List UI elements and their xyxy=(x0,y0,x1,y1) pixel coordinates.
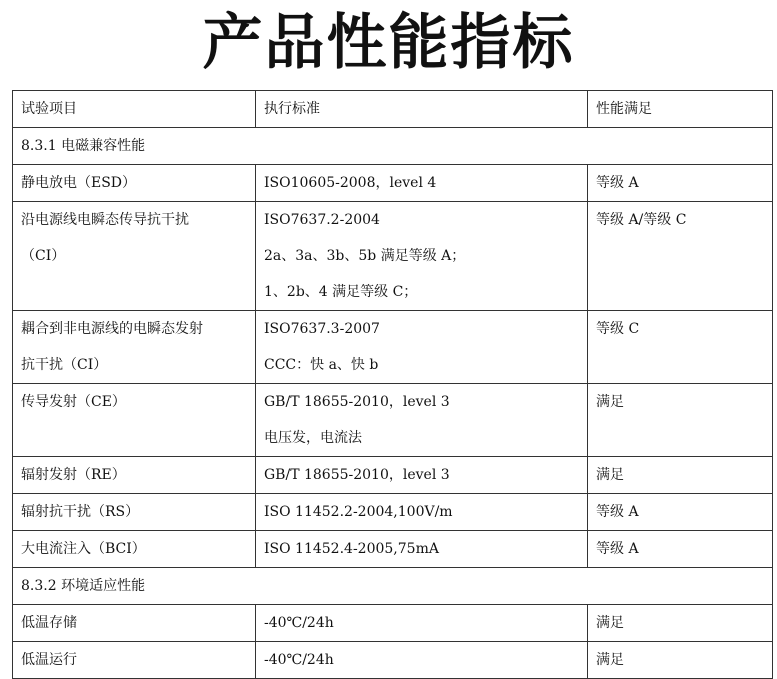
table-row xyxy=(13,531,773,568)
standard-cell xyxy=(256,165,588,202)
test-item-line: 辐射发射（RE） xyxy=(21,467,126,483)
standard-line: ISO7637.3-2007 xyxy=(264,321,380,337)
standard-line: ISO7637.2-2004 xyxy=(264,212,380,228)
test-item-line: 低温运行 xyxy=(21,652,77,668)
test-item-cell xyxy=(13,531,256,568)
result-cell xyxy=(588,165,773,202)
header-test-item xyxy=(13,91,256,128)
result-cell xyxy=(588,311,773,384)
result-cell xyxy=(588,605,773,642)
header-label: 性能满足 xyxy=(596,101,652,117)
header-label: 试验项目 xyxy=(21,101,77,117)
standard-cell xyxy=(256,531,588,568)
standard-cell xyxy=(256,311,588,384)
standard-cell xyxy=(256,384,588,457)
result-line xyxy=(596,347,764,383)
result-cell xyxy=(588,642,773,679)
test-item-cell xyxy=(13,165,256,202)
performance-table xyxy=(12,90,773,679)
standard-cell xyxy=(256,457,588,494)
standard-line: ISO10605-2008，level 4 xyxy=(264,175,437,191)
test-item-cell xyxy=(13,311,256,384)
standard-line: ISO 11452.2-2004,100V/m xyxy=(264,504,453,520)
result-cell xyxy=(588,494,773,531)
table-row xyxy=(13,165,773,202)
section-title xyxy=(13,568,773,605)
standard-line: 电压发，电流法 xyxy=(264,430,362,446)
test-item-line: 传导发射（CE） xyxy=(21,394,126,410)
header-label: 执行标准 xyxy=(264,101,320,117)
section-label: 8.3.1 电磁兼容性能 xyxy=(21,138,146,154)
standard-cell xyxy=(256,605,588,642)
test-item-line: 耦合到非电源线的电瞬态发射 xyxy=(21,321,203,337)
test-item-cell xyxy=(13,494,256,531)
result-line: 等级 A/等级 C xyxy=(596,212,687,228)
table-row xyxy=(13,642,773,679)
test-item-line: 静电放电（ESD） xyxy=(21,175,137,191)
standard-cell xyxy=(256,494,588,531)
test-item-line: 沿电源线电瞬态传导抗干扰 xyxy=(21,212,189,228)
header-standard xyxy=(256,91,588,128)
table-header-row xyxy=(13,91,773,128)
standard-line: GB/T 18655-2010，level 3 xyxy=(264,394,450,410)
section-title xyxy=(13,128,773,165)
standard-line: ISO 11452.4-2005,75mA xyxy=(264,541,439,557)
test-item-line: 大电流注入（BCI） xyxy=(21,541,146,557)
table-row xyxy=(13,494,773,531)
result-cell xyxy=(588,384,773,457)
header-performance xyxy=(588,91,773,128)
test-item-cell xyxy=(13,642,256,679)
standard-line: CCC：快 a、快 b xyxy=(264,357,379,373)
standard-cell xyxy=(256,202,588,311)
result-cell xyxy=(588,531,773,568)
section-label: 8.3.2 环境适应性能 xyxy=(21,578,146,594)
result-line: 满足 xyxy=(596,652,624,668)
result-cell xyxy=(588,457,773,494)
result-line: 等级 C xyxy=(596,321,640,337)
result-line xyxy=(596,238,764,274)
table-row xyxy=(13,311,773,384)
result-line xyxy=(596,420,764,456)
standard-line: GB/T 18655-2010，level 3 xyxy=(264,467,450,483)
table-row xyxy=(13,457,773,494)
standard-line: -40℃/24h xyxy=(264,615,334,631)
result-line: 等级 A xyxy=(596,541,639,557)
test-item-line: 辐射抗干扰（RS） xyxy=(21,504,140,520)
test-item-line xyxy=(21,274,247,310)
test-item-line xyxy=(21,420,247,456)
standard-line: 2a、3a、3b、5b 满足等级 A； xyxy=(264,248,466,264)
table-row xyxy=(13,605,773,642)
result-line: 等级 A xyxy=(596,175,639,191)
standard-cell xyxy=(256,642,588,679)
test-item-cell xyxy=(13,384,256,457)
standard-line: -40℃/24h xyxy=(264,652,334,668)
table-row xyxy=(13,202,773,311)
test-item-cell xyxy=(13,202,256,311)
test-item-cell xyxy=(13,605,256,642)
result-cell xyxy=(588,202,773,311)
test-item-line: 低温存储 xyxy=(21,615,77,631)
result-line: 满足 xyxy=(596,467,624,483)
result-line: 满足 xyxy=(596,394,624,410)
section-row xyxy=(13,568,773,605)
section-row xyxy=(13,128,773,165)
table-row xyxy=(13,384,773,457)
result-line: 等级 A xyxy=(596,504,639,520)
page-title: 产品性能指标 xyxy=(202,8,575,78)
test-item-line: 抗干扰（CI） xyxy=(21,357,108,373)
test-item-line: （CI） xyxy=(21,248,66,264)
result-line xyxy=(596,274,764,310)
test-item-cell xyxy=(13,457,256,494)
standard-line: 1、2b、4 满足等级 C； xyxy=(264,284,418,300)
result-line: 满足 xyxy=(596,615,624,631)
